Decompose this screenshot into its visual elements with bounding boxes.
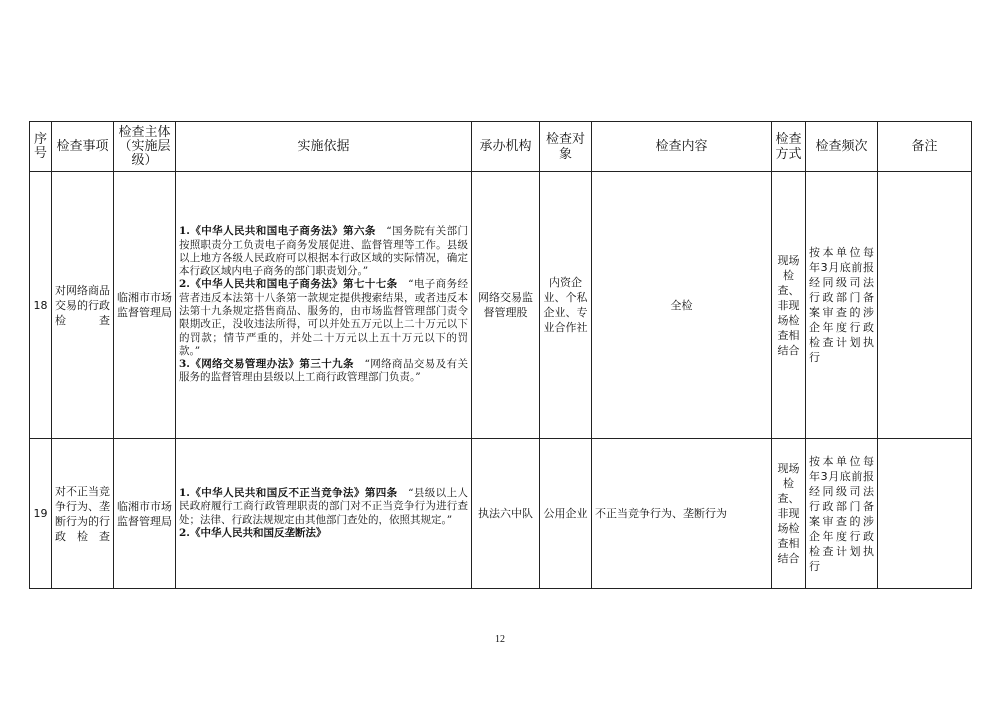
- row-agency: 网络交易监督管理股: [472, 172, 540, 439]
- header-content: 检查内容: [592, 122, 772, 172]
- header-seq: 序号: [30, 122, 52, 172]
- basis-text: “网络商品交易及有关服务的监督管理由县级以上工商行政管理部门负责。”: [179, 358, 468, 384]
- basis-law: 1.《中华人民共和国电子商务法》第六条: [179, 225, 376, 238]
- header-method: 检查方式: [772, 122, 806, 172]
- row-subject: 临湘市市场监督管理局: [114, 439, 176, 589]
- row-remark: [878, 172, 972, 439]
- table-row: [30, 439, 972, 589]
- basis-law: 3.《网络交易管理办法》第三十九条: [179, 358, 354, 371]
- row-remark: [878, 439, 972, 589]
- basis-law: 2.《中华人民共和国电子商务法》第七十七条: [179, 278, 398, 291]
- basis-clause: [179, 225, 468, 278]
- header-item: 检查事项: [52, 122, 114, 172]
- basis-clause: [179, 358, 468, 385]
- header-target: 检查对象: [540, 122, 592, 172]
- basis-law: 2.《中华人民共和国反垄断法》: [179, 526, 327, 539]
- row-seq: 18: [30, 172, 52, 439]
- row-item: 对不正当竞争行为、垄断行为的行政检查: [52, 439, 114, 589]
- row-content: 全检: [592, 172, 772, 439]
- page-number: 12: [495, 634, 505, 645]
- header-basis: 实施依据: [176, 122, 472, 172]
- header-remark: 备注: [878, 122, 972, 172]
- header-frequency: 检查频次: [806, 122, 878, 172]
- basis-text: “县级以上人民政府履行工商行政管理职责的部门对不正当竞争行为进行查处；法律、行政法规规定由其他部门查处的，依照其规定。”: [179, 486, 468, 526]
- row-frequency: 按本单位每年3月底前报经同级司法行政部门备案审查的涉企年度行政检查计划执行: [806, 172, 878, 439]
- row-basis: [176, 439, 472, 589]
- row-seq: 19: [30, 439, 52, 589]
- row-subject: 临湘市市场监督管理局: [114, 172, 176, 439]
- row-target: 内资企业、个私企业、专业合作社: [540, 172, 592, 439]
- basis-clause: [179, 278, 468, 358]
- basis-clause: [179, 527, 468, 540]
- basis-clause: [179, 487, 468, 527]
- row-frequency: 按本单位每年3月底前报经同级司法行政部门备案审查的涉企年度行政检查计划执行: [806, 439, 878, 589]
- inspection-table: [29, 121, 972, 589]
- basis-law: 1.《中华人民共和国反不正当竞争法》第四条: [179, 486, 398, 499]
- row-basis: [176, 172, 472, 439]
- basis-text: “电子商务经营者违反本法第十八条第一款规定提供搜索结果，或者违反本法第十九条规定搭售商品、服务的，由市场监督管理部门责令限期改正，没收违法所得，可以并处五万元以上二十万元以下的罚款；情节严重的，并处二十万元以上五十万元以下的罚款。”: [179, 278, 468, 357]
- table-row: [30, 172, 972, 439]
- row-item: 对网络商品交易的行政检查: [52, 172, 114, 439]
- row-content: 不正当竞争行为、垄断行为: [592, 439, 772, 589]
- row-method: 现场检查、非现场检查相结合: [772, 439, 806, 589]
- header-row: [30, 122, 972, 172]
- header-subject: 检查主体（实施层级）: [114, 122, 176, 172]
- header-agency: 承办机构: [472, 122, 540, 172]
- row-agency: 执法六中队: [472, 439, 540, 589]
- basis-text: “国务院有关部门按照职责分工负责电子商务发展促进、监督管理等工作。县级以上地方各级人民政府可以根据本行政区域的实际情况，确定本行政区域内电子商务的部门职责划分。”: [179, 225, 468, 278]
- row-method: 现场检查、非现场检查相结合: [772, 172, 806, 439]
- row-target: 公用企业: [540, 439, 592, 589]
